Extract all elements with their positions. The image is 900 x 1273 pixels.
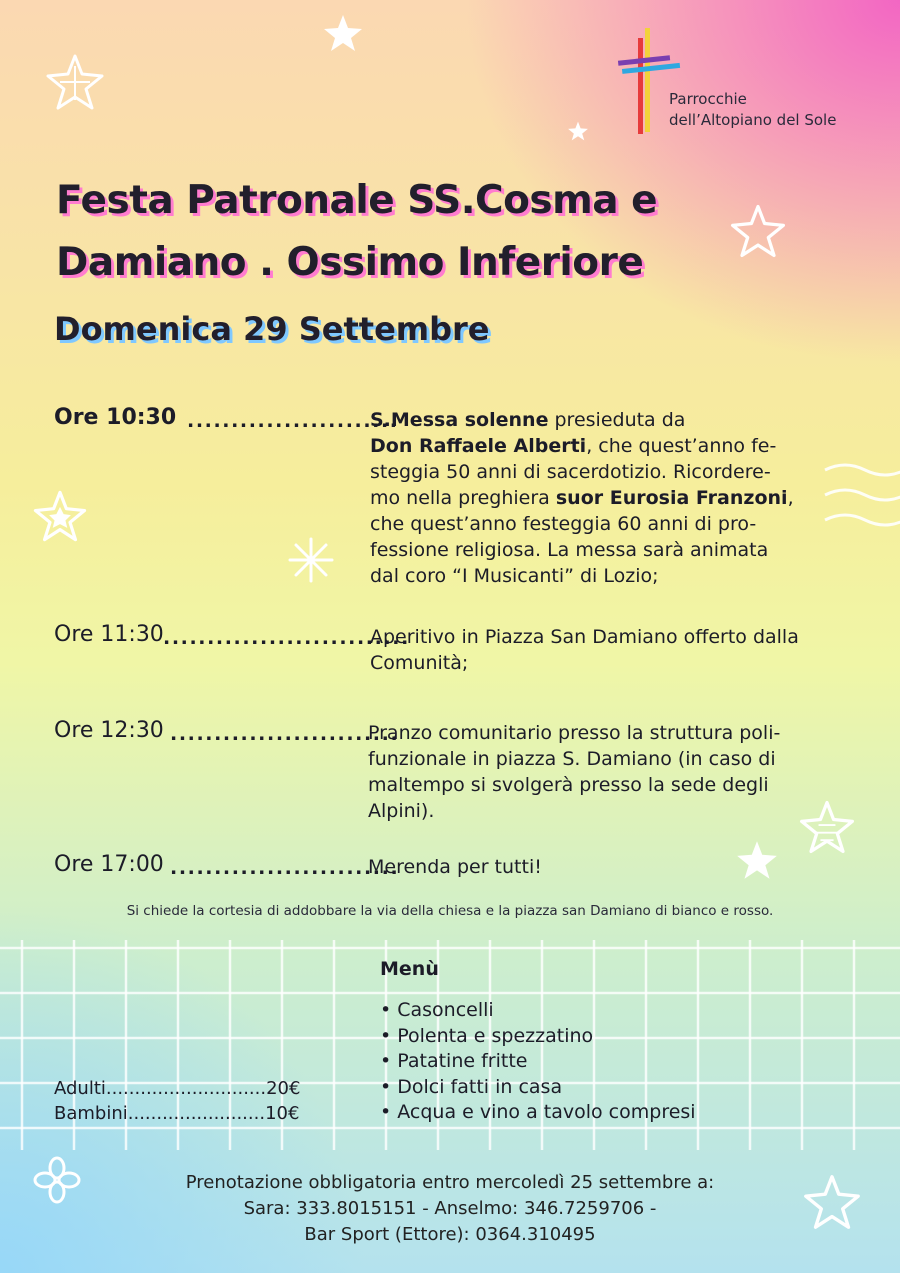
menu-item: • Patatine fritte — [380, 1050, 528, 1072]
price-adults: Adulti............................20€ — [54, 1078, 301, 1099]
menu-item: • Polenta e spezzatino — [380, 1024, 594, 1047]
decoration-note: Si chiede la cortesia di addobbare la via della chiesa e la piazza san Damiano di bianco e rosso. — [126, 903, 774, 919]
dot-leader: .......................... — [170, 857, 400, 879]
desc-line: Don Raffaele Alberti, che quest’anno fe- — [370, 435, 777, 457]
star-icon — [30, 488, 90, 544]
menu-item: • Acqua e vino a tavolo compresi — [380, 1101, 696, 1123]
menu-title: Menù — [380, 958, 439, 980]
menu-list — [380, 998, 696, 1126]
schedule-time: Ore 17:00 — [54, 852, 164, 877]
desc-line: steggia 50 anni di sacerdotizio. Ricordere- — [370, 461, 771, 483]
schedule-description — [368, 720, 868, 824]
dot-leader: ............................ — [163, 627, 410, 649]
desc-line: fessione religiosa. La messa sarà animata — [370, 539, 769, 561]
schedule-description — [370, 624, 870, 676]
desc-line: S.Messa solenne presieduta da — [370, 409, 686, 431]
schedule-time: Ore 10:30 — [54, 405, 177, 430]
schedule-description — [368, 854, 868, 880]
booking-line-3: Bar Sport (Ettore): 0364.310495 — [304, 1224, 596, 1245]
menu-item: • Dolci fatti in casa — [380, 1075, 563, 1098]
dot-leader: .......................... — [170, 723, 400, 745]
parish-logo-text — [669, 89, 836, 131]
desc-line: Aperitivo in Piazza San Damiano offerto dalla — [370, 626, 799, 648]
star-icon — [566, 120, 590, 142]
desc-line: Comunità; — [370, 652, 469, 674]
event-date: Domenica 29 Settembre — [54, 310, 490, 348]
schedule-time: Ore 11:30 — [54, 622, 164, 647]
logo-line-1: Parrocchie — [669, 90, 747, 108]
schedule-time: Ore 12:30 — [54, 718, 164, 743]
booking-info — [0, 1170, 900, 1248]
star-icon — [42, 52, 108, 112]
desc-line: Alpini). — [368, 800, 435, 822]
title-line-1: Festa Patronale SS.Cosma e — [56, 178, 658, 223]
desc-line: mo nella preghiera suor Eurosia Franzoni, — [370, 487, 794, 509]
menu-item: • Casoncelli — [380, 999, 494, 1021]
page-title — [56, 170, 816, 294]
dot-leader: ........................ — [187, 410, 399, 432]
sparkle-icon — [286, 535, 336, 585]
schedule-description — [370, 407, 870, 589]
title-line-2: Damiano . Ossimo Inferiore — [56, 240, 644, 285]
desc-line: Merenda per tutti! — [368, 856, 542, 878]
price-children: Bambini........................10€ — [54, 1103, 300, 1124]
desc-line: maltempo si svolgerà presso la sede degli — [368, 774, 769, 796]
desc-line: funzionale in piazza S. Damiano (in caso di — [368, 748, 776, 770]
star-icon — [320, 12, 366, 54]
desc-line: Pranzo comunitario presso la struttura poli- — [368, 722, 781, 744]
desc-line: dal coro “I Musicanti” di Lozio; — [370, 565, 659, 587]
logo-line-2: dell’Altopiano del Sole — [669, 111, 837, 129]
booking-line-1: Prenotazione obbligatoria entro mercoledì 25 settembre a: — [185, 1172, 715, 1193]
desc-line: che quest’anno festeggia 60 anni di pro- — [370, 513, 757, 535]
booking-line-2: Sara: 333.8015151 - Anselmo: 346.7259706 - — [243, 1198, 657, 1219]
